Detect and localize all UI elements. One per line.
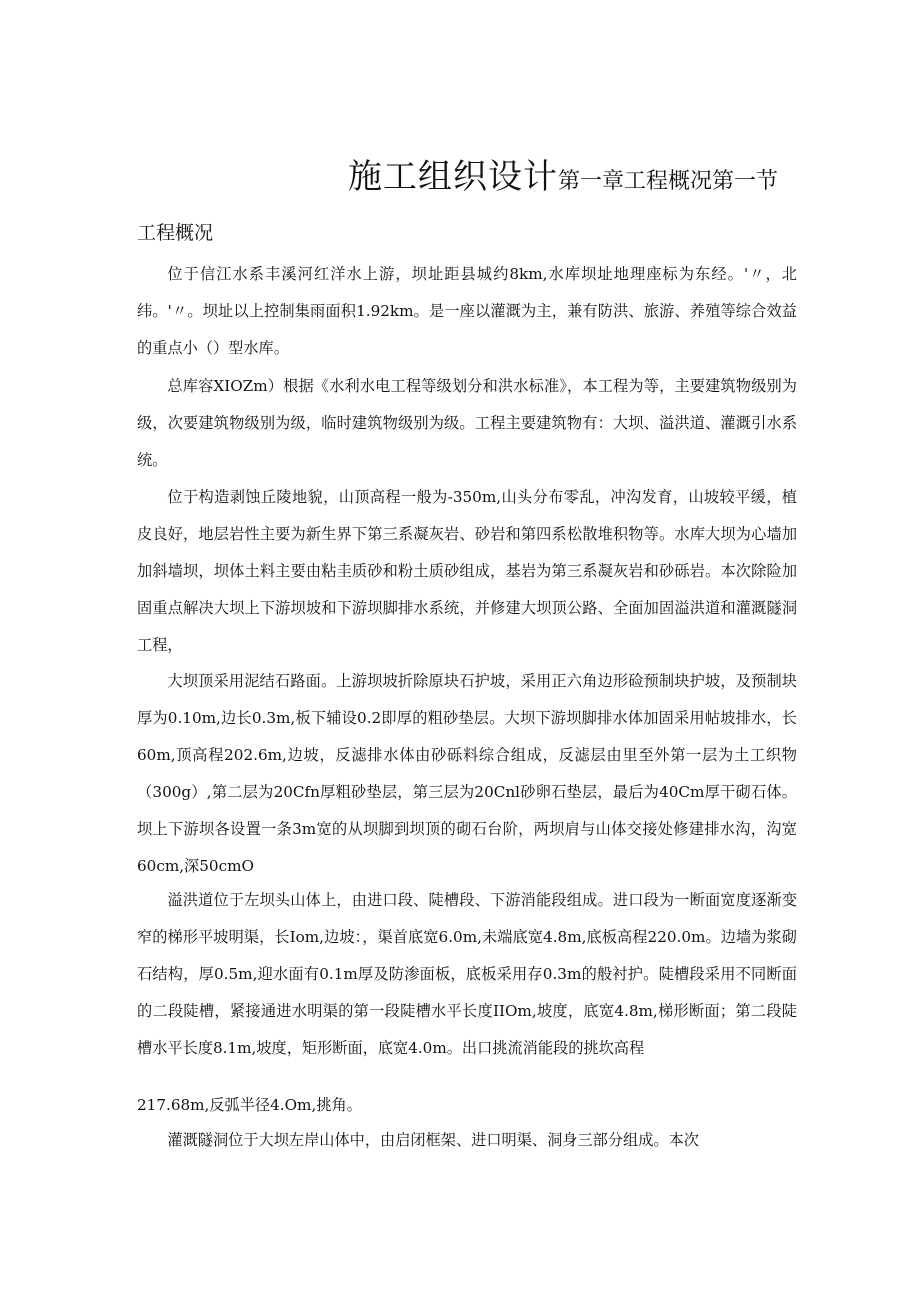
title-sub: 第一章工程概况第一节 bbox=[558, 169, 779, 194]
paragraph-irrigation-tunnel: 灌溉隧洞位于大坝左岸山体中，由启闭框架、进口明渠、洞身三部分组成。本次 bbox=[167, 1131, 699, 1149]
paragraph-geology: 位于构造剥蚀丘陵地貌，山顶高程一般为-350m,山头分布零乱，冲沟发育，山坡较平缓，植皮良好，地层岩性主要为新生界下第三系凝灰岩、砂岩和第四系松散堆积物等。水库大坝为心墙加加斜墙坝，坝体土料主要由粘圭质砂和粉土质砂组成，基岩为第三系凝灰岩和砂砾岩。本次除险加固重点解决大坝上下游坝坡和下游坝脚排水系统，并修建大坝顶公路、全面加固溢洪道和灌溉隧洞工程， bbox=[137, 488, 797, 654]
paragraph-spillway: 溢洪道位于左坝头山体上，由进口段、陡槽段、下游消能段组成。进口段为一断面宽度逐渐变窄的梯形平坡明渠，长Iom,边坡：，渠首底宽6.0m,未端底宽4.8m,底板高程220.0m。边墙为浆砌石结构，厚0.5m,迎水面有0.1m厚及防渗面板，底板采用存0.3m的般衬护。陡槽段采用不同断面的二段陡槽，紧接通进水明渠的第一段陡槽水平长度IIOm,坡度，底宽4.8m,梯形断面；第二段陡槽水平长度8.1m,坡度，矩形断面，底宽4.0m。出口挑流消能段的挑坎高程 bbox=[137, 891, 797, 1057]
paragraph-location: 位于信江水系丰溪河红洋水上游，坝址距县城约8km,水库坝址地理座标为东经。'〃，北纬。'〃。坝址以上控制集雨面积1.92km。是一座以灌溉为主，兼有防洪、旅游、养殖等综合效益的重点小（）型水库。 bbox=[137, 265, 797, 357]
paragraph-capacity: 总库容XIOZm）根据《水利水电工程等级划分和洪水标准》，本工程为等，主要建筑物级别为级，次要建筑物级别为级，临时建筑物级别为级。工程主要建筑物有：大坝、溢洪道、灌溉引水系统。 bbox=[137, 377, 797, 469]
paragraph-dam-crest: 大坝顶采用泥结石路面。上游坝坡折除原块石护坡，采用正六角边形硷预制块护坡，及预制块厚为0.10m,边长0.3m,板下辅设0.2即厚的粗砂垫层。大坝下游坝脚排水体加固采用帖坡排水，长60m,顶高程202.6m,边坡，反滤排水体由砂砾料综合组成，反滤层由里至外第一层为土工织物（300g）,第二层为20Cfn厚粗砂垫层，第三层为20Cnl砂卵石垫层，最后为40Cm厚干砌石体。坝上下游坝各设置一条3m宽的从坝脚到坝顶的砌石台阶，两坝肩与山体交接处修建排水沟，沟宽60cm,深50cmO bbox=[137, 672, 797, 875]
section-title: 工程概况 bbox=[137, 222, 214, 244]
title-main: 施工组织设计 bbox=[348, 157, 558, 197]
document-title bbox=[348, 157, 779, 197]
paragraph-spillway-continued: 217.68m,反弧半径4.Om,挑角。 bbox=[137, 1096, 362, 1114]
